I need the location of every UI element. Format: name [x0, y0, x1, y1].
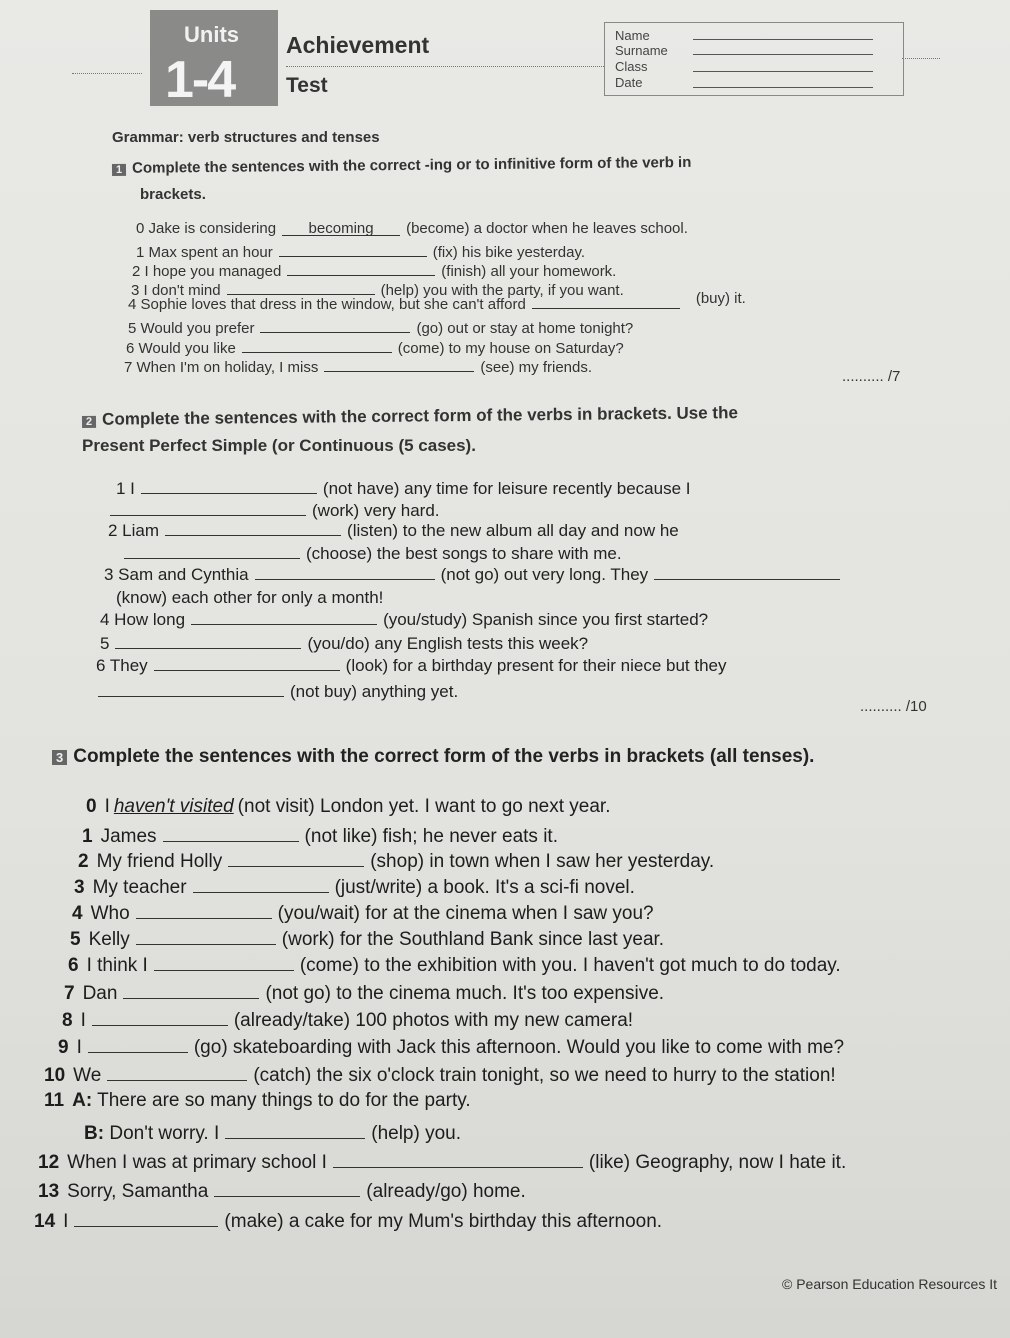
ex1-item-verb: (go) out or stay at home tonight? — [416, 320, 634, 337]
ex3-item-stem: When I was at primary school I — [67, 1152, 327, 1173]
ex3-item-number: 14 — [34, 1211, 56, 1232]
ex2-answer-blank[interactable] — [255, 562, 435, 580]
ex2-line-stem: 5 — [100, 634, 110, 653]
ex3-item — [84, 1119, 461, 1145]
header-divider-left — [72, 73, 142, 74]
ex3-item-verb: (not visit) London yet. I want to go next year. — [237, 796, 611, 817]
ex2-line-verb: (not have) any time for leisure recently because I — [322, 479, 691, 498]
ex3-item-verb: (come) to the exhibition with you. I haven't got much to do today. — [299, 955, 841, 976]
date-label: Date — [615, 75, 643, 90]
ex3-answer-blank[interactable] — [107, 1061, 247, 1081]
ex3-item-number: 5 — [70, 929, 81, 950]
ex3-answer-blank[interactable] — [154, 951, 294, 971]
surname-field[interactable] — [693, 54, 873, 55]
ex3-answer-blank[interactable] — [228, 847, 364, 867]
name-field[interactable] — [693, 39, 873, 40]
ex3-answer-blank[interactable] — [123, 979, 259, 999]
ex3-item-number: 3 — [74, 877, 85, 898]
ex1-answer-blank[interactable] — [279, 241, 427, 257]
ex3-item-stem: James — [100, 826, 157, 847]
section-heading: Grammar: verb structures and tenses — [112, 129, 380, 146]
ex2-answer-blank[interactable] — [154, 653, 340, 671]
ex3-item-stem: I — [80, 1010, 86, 1031]
ex1-item-verb: (buy) it. — [695, 290, 746, 307]
ex3-item — [86, 796, 611, 818]
class-field[interactable] — [693, 71, 873, 72]
ex3-answer-blank[interactable] — [333, 1148, 583, 1168]
ex3-item — [68, 951, 841, 977]
ex3-item-number: 7 — [64, 983, 75, 1004]
ex3-item-number: 0 — [86, 796, 97, 817]
ex1-item — [136, 220, 688, 237]
ex3-instruction — [52, 746, 814, 768]
ex1-answer-blank[interactable] — [260, 317, 410, 333]
ex3-item-verb: (work) for the Southland Bank since last year. — [281, 929, 665, 950]
title-divider — [286, 66, 604, 67]
ex3-item-stem: Kelly — [88, 929, 130, 950]
ex3-answer-blank[interactable] — [225, 1119, 365, 1139]
ex2-answer-blank[interactable] — [654, 562, 840, 580]
ex3-item-number: 12 — [38, 1152, 60, 1173]
ex2-line — [92, 679, 458, 702]
ex3-item — [62, 1006, 633, 1032]
ex2-line-verb: (know) each other for only a month! — [116, 588, 384, 607]
ex3-item — [78, 847, 714, 873]
ex3-item-verb: (just/write) a book. It's a sci-fi novel. — [334, 877, 635, 898]
ex3-item-number: 10 — [44, 1065, 66, 1086]
ex1-answer-blank[interactable] — [287, 260, 435, 276]
ex1-item-stem: 4 Sophie loves that dress in the window, but she can't afford — [128, 296, 526, 313]
ex3-item-number: 6 — [68, 955, 79, 976]
ex2-instruction — [82, 403, 738, 430]
ex3-item — [64, 979, 664, 1005]
ex3-item-verb: (you/wait) for at the cinema when I saw you? — [277, 903, 654, 924]
units-label: Units — [184, 22, 239, 47]
ex1-instruction-line2: brackets. — [140, 186, 206, 203]
ex2-instruction-line1: Complete the sentences with the correct form of the verbs in brackets. Use the — [102, 403, 738, 429]
ex1-item-verb: (come) to my house on Saturday? — [397, 340, 624, 357]
ex3-item-stem: We — [73, 1065, 102, 1086]
ex3-item-stem: A: There are so many things to do for the party. — [72, 1090, 471, 1111]
ex3-item — [74, 873, 635, 899]
ex3-item-stem: My teacher — [92, 877, 187, 898]
ex2-line-verb: (you/do) any English tests this week? — [307, 634, 589, 653]
ex2-line-verb: (work) very hard. — [312, 501, 440, 520]
ex3-item-stem: Sorry, Samantha — [67, 1181, 209, 1202]
copyright-footer: © Pearson Education Resources It — [782, 1276, 997, 1292]
ex3-item — [38, 1177, 526, 1203]
ex3-answer-blank[interactable] — [193, 873, 329, 893]
ex3-item-stem: Dan — [82, 983, 118, 1004]
header-divider-right — [902, 58, 940, 59]
ex3-item-verb: (shop) in town when I saw her yesterday. — [370, 851, 715, 872]
ex3-instruction-text: Complete the sentences with the correct form of the verbs in brackets (all tenses). — [73, 746, 815, 767]
test-title: Achievement — [286, 32, 430, 58]
ex1-instruction — [112, 154, 692, 177]
ex2-answer-blank[interactable] — [165, 518, 341, 536]
ex2-line — [116, 588, 383, 608]
ex2-line-verb: (you/study) Spanish since you first started? — [383, 610, 709, 629]
ex3-answer-blank[interactable] — [163, 822, 299, 842]
ex2-line-stem: 6 They — [96, 656, 148, 675]
ex3-item-stem: Who — [90, 903, 130, 924]
ex2-answer-blank[interactable] — [124, 541, 300, 559]
ex1-item-verb: (fix) his bike yesterday. — [432, 244, 586, 261]
ex1-item-stem: 1 Max spent an hour — [136, 244, 273, 261]
ex1-item-stem: 0 Jake is considering — [136, 220, 277, 237]
ex1-item-stem: 7 When I'm on holiday, I miss — [124, 359, 319, 376]
student-info-box — [604, 22, 904, 96]
ex3-item-number: 2 — [78, 851, 89, 872]
ex3-item — [70, 925, 664, 951]
name-label: Name — [615, 28, 650, 43]
ex1-score: .......... /7 — [842, 368, 901, 385]
ex2-line-stem: 3 Sam and Cynthia — [104, 565, 249, 584]
ex2-answer-blank[interactable] — [115, 631, 301, 649]
date-field[interactable] — [693, 87, 873, 88]
ex1-item-verb: (see) my friends. — [480, 359, 593, 376]
ex3-answer-blank[interactable] — [214, 1177, 360, 1197]
ex1-item — [132, 260, 616, 280]
ex3-item — [72, 899, 654, 925]
ex2-line-verb: (look) for a birthday present for their niece but they — [345, 656, 727, 675]
ex3-example-answer: haven't visited — [113, 796, 234, 817]
ex2-score: .......... /10 — [860, 698, 927, 715]
ex1-item-verb: (help) you with the party, if you want. — [380, 282, 624, 299]
test-subtitle: Test — [286, 74, 328, 97]
ex3-item-verb: (go) skateboarding with Jack this afternoon. Would you like to come with me? — [193, 1037, 845, 1058]
ex2-line — [100, 631, 588, 654]
ex3-item — [82, 822, 558, 848]
ex1-item-verb: (finish) all your homework. — [441, 263, 617, 280]
ex3-item-stem: I — [63, 1211, 69, 1232]
ex1-item-verb: (become) a doctor when he leaves school. — [406, 220, 688, 237]
ex1-item-stem: 6 Would you like — [126, 340, 236, 357]
ex3-item-verb: (already/go) home. — [366, 1181, 526, 1202]
ex2-line — [104, 562, 840, 585]
ex3-item — [34, 1207, 662, 1233]
ex3-answer-blank[interactable] — [88, 1033, 188, 1053]
ex3-item-stem: I — [76, 1037, 82, 1058]
ex2-line-stem: 4 How long — [100, 610, 186, 629]
ex2-line-verb: (choose) the best songs to share with me. — [306, 544, 622, 563]
ex1-item — [124, 356, 592, 376]
ex2-line-verb: (not go) out very long. They — [440, 565, 649, 584]
ex2-line-verb: (not buy) anything yet. — [290, 682, 459, 701]
ex2-number: 2 — [82, 416, 96, 428]
ex1-answer-blank[interactable]: becoming — [282, 220, 400, 236]
ex3-item — [58, 1033, 844, 1059]
ex2-answer-blank[interactable] — [110, 498, 306, 516]
ex3-answer-blank[interactable] — [92, 1006, 228, 1026]
ex2-line-verb: (listen) to the new album all day and now he — [347, 521, 679, 540]
ex3-number: 3 — [52, 750, 67, 765]
ex1-number: 1 — [112, 164, 126, 176]
ex1-item-stem: 3 I don't mind — [131, 282, 221, 299]
ex3-answer-blank[interactable] — [136, 899, 272, 919]
ex3-answer-blank[interactable] — [74, 1207, 218, 1227]
ex2-answer-blank[interactable] — [98, 679, 284, 697]
ex3-item — [44, 1061, 836, 1087]
ex1-answer-blank[interactable] — [242, 337, 392, 353]
ex3-item-stem: I think I — [86, 955, 148, 976]
ex3-item-stem: I — [104, 796, 110, 817]
ex2-line — [96, 653, 726, 676]
ex2-line-stem: 1 I — [116, 479, 135, 498]
ex2-instruction-line2: Present Perfect Simple (or Continuous (5 cases). — [82, 436, 476, 455]
class-label: Class — [615, 59, 648, 74]
ex3-item-verb: (catch) the six o'clock train tonight, so we need to hurry to the station! — [253, 1065, 836, 1086]
ex3-item-number: 8 — [62, 1010, 73, 1031]
ex1-item — [126, 337, 624, 357]
ex3-answer-blank[interactable] — [136, 925, 276, 945]
ex1-answer-blank[interactable] — [324, 356, 474, 372]
ex3-item-number: 4 — [72, 903, 83, 924]
ex2-line — [118, 541, 622, 564]
ex3-item-verb: (make) a cake for my Mum's birthday this afternoon. — [224, 1211, 663, 1232]
ex1-item-stem: 5 Would you prefer — [128, 320, 255, 337]
ex3-item — [38, 1148, 846, 1174]
ex1-item — [136, 241, 585, 261]
ex2-line — [116, 476, 690, 499]
ex3-item-number: 13 — [38, 1181, 60, 1202]
ex3-item-number: 11 — [44, 1090, 65, 1111]
ex3-item-number: 1 — [82, 826, 93, 847]
ex2-line — [100, 607, 708, 630]
units-number: 1-4 — [165, 51, 235, 109]
ex2-line-stem: 2 Liam — [108, 521, 160, 540]
ex3-item-stem: B: Don't worry. I — [84, 1123, 220, 1144]
ex2-answer-blank[interactable] — [141, 476, 317, 494]
ex2-line — [108, 518, 679, 541]
ex3-item-verb: (not go) to the cinema much. It's too expensive. — [265, 983, 665, 1004]
ex3-item-verb: (help) you. — [371, 1123, 462, 1144]
ex1-answer-blank[interactable] — [532, 293, 680, 309]
ex3-item-verb: (like) Geography, now I hate it. — [588, 1152, 847, 1173]
ex3-item-verb: (already/take) 100 photos with my new camera! — [233, 1010, 634, 1031]
ex1-item — [128, 317, 633, 337]
ex2-answer-blank[interactable] — [191, 607, 377, 625]
ex3-item-verb: (not like) fish; he never eats it. — [304, 826, 558, 847]
ex3-item-stem: My friend Holly — [96, 851, 223, 872]
surname-label: Surname — [615, 43, 668, 58]
ex1-instruction-line1: Complete the sentences with the correct -ing or to infinitive form of the verb in — [132, 153, 692, 177]
ex3-item — [44, 1090, 471, 1112]
ex1-item-stem: 2 I hope you managed — [132, 263, 282, 280]
ex3-item-number: 9 — [58, 1037, 69, 1058]
